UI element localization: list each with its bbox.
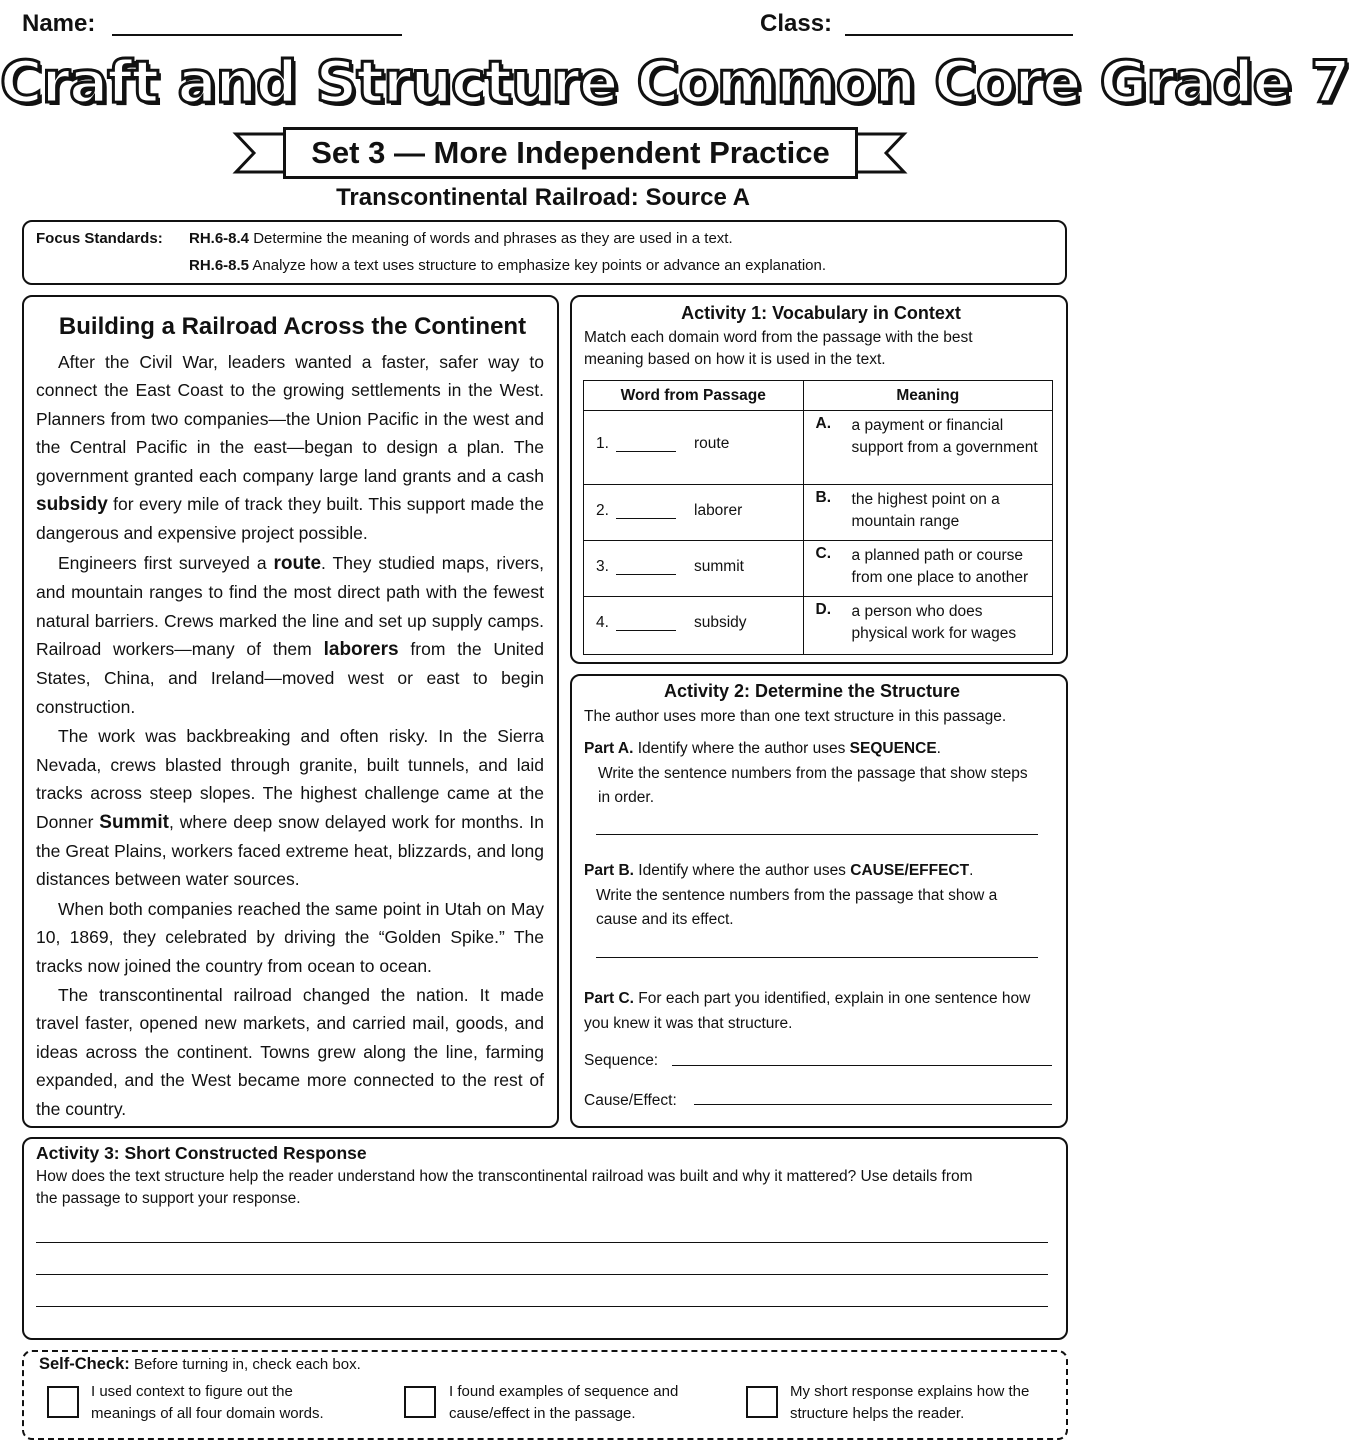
table-row: 4. subsidy D. a person who does physical work for wages xyxy=(584,597,1053,655)
ribbon-tail-right xyxy=(852,130,908,176)
activity1-title: Activity 1: Vocabulary in Context xyxy=(681,303,961,323)
activity2-title: Activity 2: Determine the Structure xyxy=(663,681,961,701)
activity2-box xyxy=(570,674,1068,1128)
sequence-label: Sequence: xyxy=(584,1052,659,1069)
selfcheck-box xyxy=(22,1350,1068,1440)
cause-effect-answer-line[interactable] xyxy=(694,1104,1052,1105)
table-row: 2. laborer B. the highest point on a mountain range xyxy=(584,485,1053,541)
worksheet-title: Craft and Structure Common Core Grade 7 xyxy=(0,48,1349,116)
activity3-title: Activity 3: Short Constructed Response xyxy=(36,1143,367,1163)
cause-effect-label: Cause/Effect: xyxy=(584,1092,677,1109)
checkbox-2[interactable] xyxy=(404,1386,436,1418)
activity1-box xyxy=(570,295,1068,664)
standards-box xyxy=(22,220,1067,285)
answer-blank[interactable] xyxy=(616,518,676,519)
answer-blank[interactable] xyxy=(616,630,676,631)
name-label: Name: xyxy=(22,10,96,37)
standards-label: Focus Standards: xyxy=(36,230,163,247)
selfcheck-item: My short response explains how the structure helps the reader. xyxy=(790,1383,1030,1422)
activity1-instructions: Match each domain word from the passage with the best meaning based on how it is used in the text. xyxy=(584,329,973,368)
activity2-intro: The author uses more than one text structure in this passage. xyxy=(584,708,1007,725)
class-label: Class: xyxy=(760,10,833,37)
activity3-box xyxy=(22,1137,1068,1340)
passage-text: After the Civil War, leaders wanted a faster, safer way to connect the East Coast to the growing settlements in the West. Planners from two companies—the Union Pacific in the west and the Central Pacific in the east—began to design a plan. The government granted each company large land grants and a cash subsidy for every mile of track they built. This support made the dangerous and expensive project possible. Engineers first surveyed a route. They studied maps, rivers, and mountain ranges to find the most direct path with the fewest natural barriers. Crews marked the line and set up supply camps. Railroad workers—many of them laborers from the United States, China, and Ireland—moved west or east to begin construction. The work was backbreaking and often risky. In the Sierra Nevada, crews blasted through granite, built tunnels, and laid tracks across steep slopes. The highest challenge came at the Donner Summit, where deep snow delayed work for months. In the Great Plains, workers faced extreme heat, blizzards, and long distances between water sources. When both companies reached the same point in Utah on May 10, 1869, they celebrated by driving the “Golden Spike.” The tracks now joined the country from ocean to ocean. The transcontinental railroad changed the nation. It made travel faster, opened new markets, and carried mail, goods, and ideas across the continent. Towns grew along the line, farming expanded, and the West became more connected to the rest of the country. xyxy=(36,352,545,1119)
partB-answer-line[interactable] xyxy=(596,957,1038,958)
vocab-table xyxy=(583,380,1053,655)
response-line[interactable] xyxy=(36,1274,1048,1275)
checkbox-3[interactable] xyxy=(746,1386,778,1418)
passage-box xyxy=(22,295,559,1128)
response-line[interactable] xyxy=(36,1306,1048,1307)
answer-blank[interactable] xyxy=(616,574,676,575)
partC-prompt: Part C. For each part you identified, explain in one sentence how you knew it was that structure. xyxy=(584,990,1031,1032)
col-meaning-header: Meaning xyxy=(803,381,1052,411)
answer-blank[interactable] xyxy=(616,451,676,452)
sequence-answer-line[interactable] xyxy=(672,1065,1052,1066)
checkbox-1[interactable] xyxy=(47,1386,79,1418)
set-title: Set 3 — More Independent Practice xyxy=(283,127,858,179)
table-row: 3. summit C. a planned path or course from one place to another xyxy=(584,541,1053,597)
partB-sub: Write the sentence numbers from the passage that show a cause and its effect. xyxy=(596,887,998,928)
partA-prompt: Part A. Identify where the author uses SEQUENCE. xyxy=(584,740,941,757)
passage-title: Building a Railroad Across the Continent xyxy=(58,313,527,340)
response-line[interactable] xyxy=(36,1242,1048,1243)
activity3-prompt: How does the text structure help the reader understand how the transcontinental railroad was built and why it mattered? Use details from the passage to support your response. xyxy=(36,1168,973,1207)
partA-answer-line[interactable] xyxy=(596,834,1038,835)
source-subtitle: Transcontinental Railroad: Source A xyxy=(336,184,750,211)
selfcheck-item: I found examples of sequence and cause/effect in the passage. xyxy=(449,1383,679,1422)
selfcheck-item: I used context to figure out the meanings of all four domain words. xyxy=(91,1383,324,1422)
standard-item: RH.6-8.4 Determine the meaning of words and phrases as they are used in a text. xyxy=(189,230,733,247)
name-field[interactable] xyxy=(112,34,402,36)
col-word-header: Word from Passage xyxy=(584,381,804,411)
selfcheck-header: Self-Check: Before turning in, check each box. xyxy=(39,1355,361,1373)
partB-prompt: Part B. Identify where the author uses CAUSE/EFFECT. xyxy=(584,862,974,879)
class-field[interactable] xyxy=(845,34,1073,36)
table-row: 1. route A. a payment or financial support from a government xyxy=(584,411,1053,485)
partA-sub: Write the sentence numbers from the passage that show steps in order. xyxy=(598,765,1028,806)
standard-item: RH.6-8.5 Analyze how a text uses structure to emphasize key points or advance an explanation. xyxy=(189,257,827,274)
